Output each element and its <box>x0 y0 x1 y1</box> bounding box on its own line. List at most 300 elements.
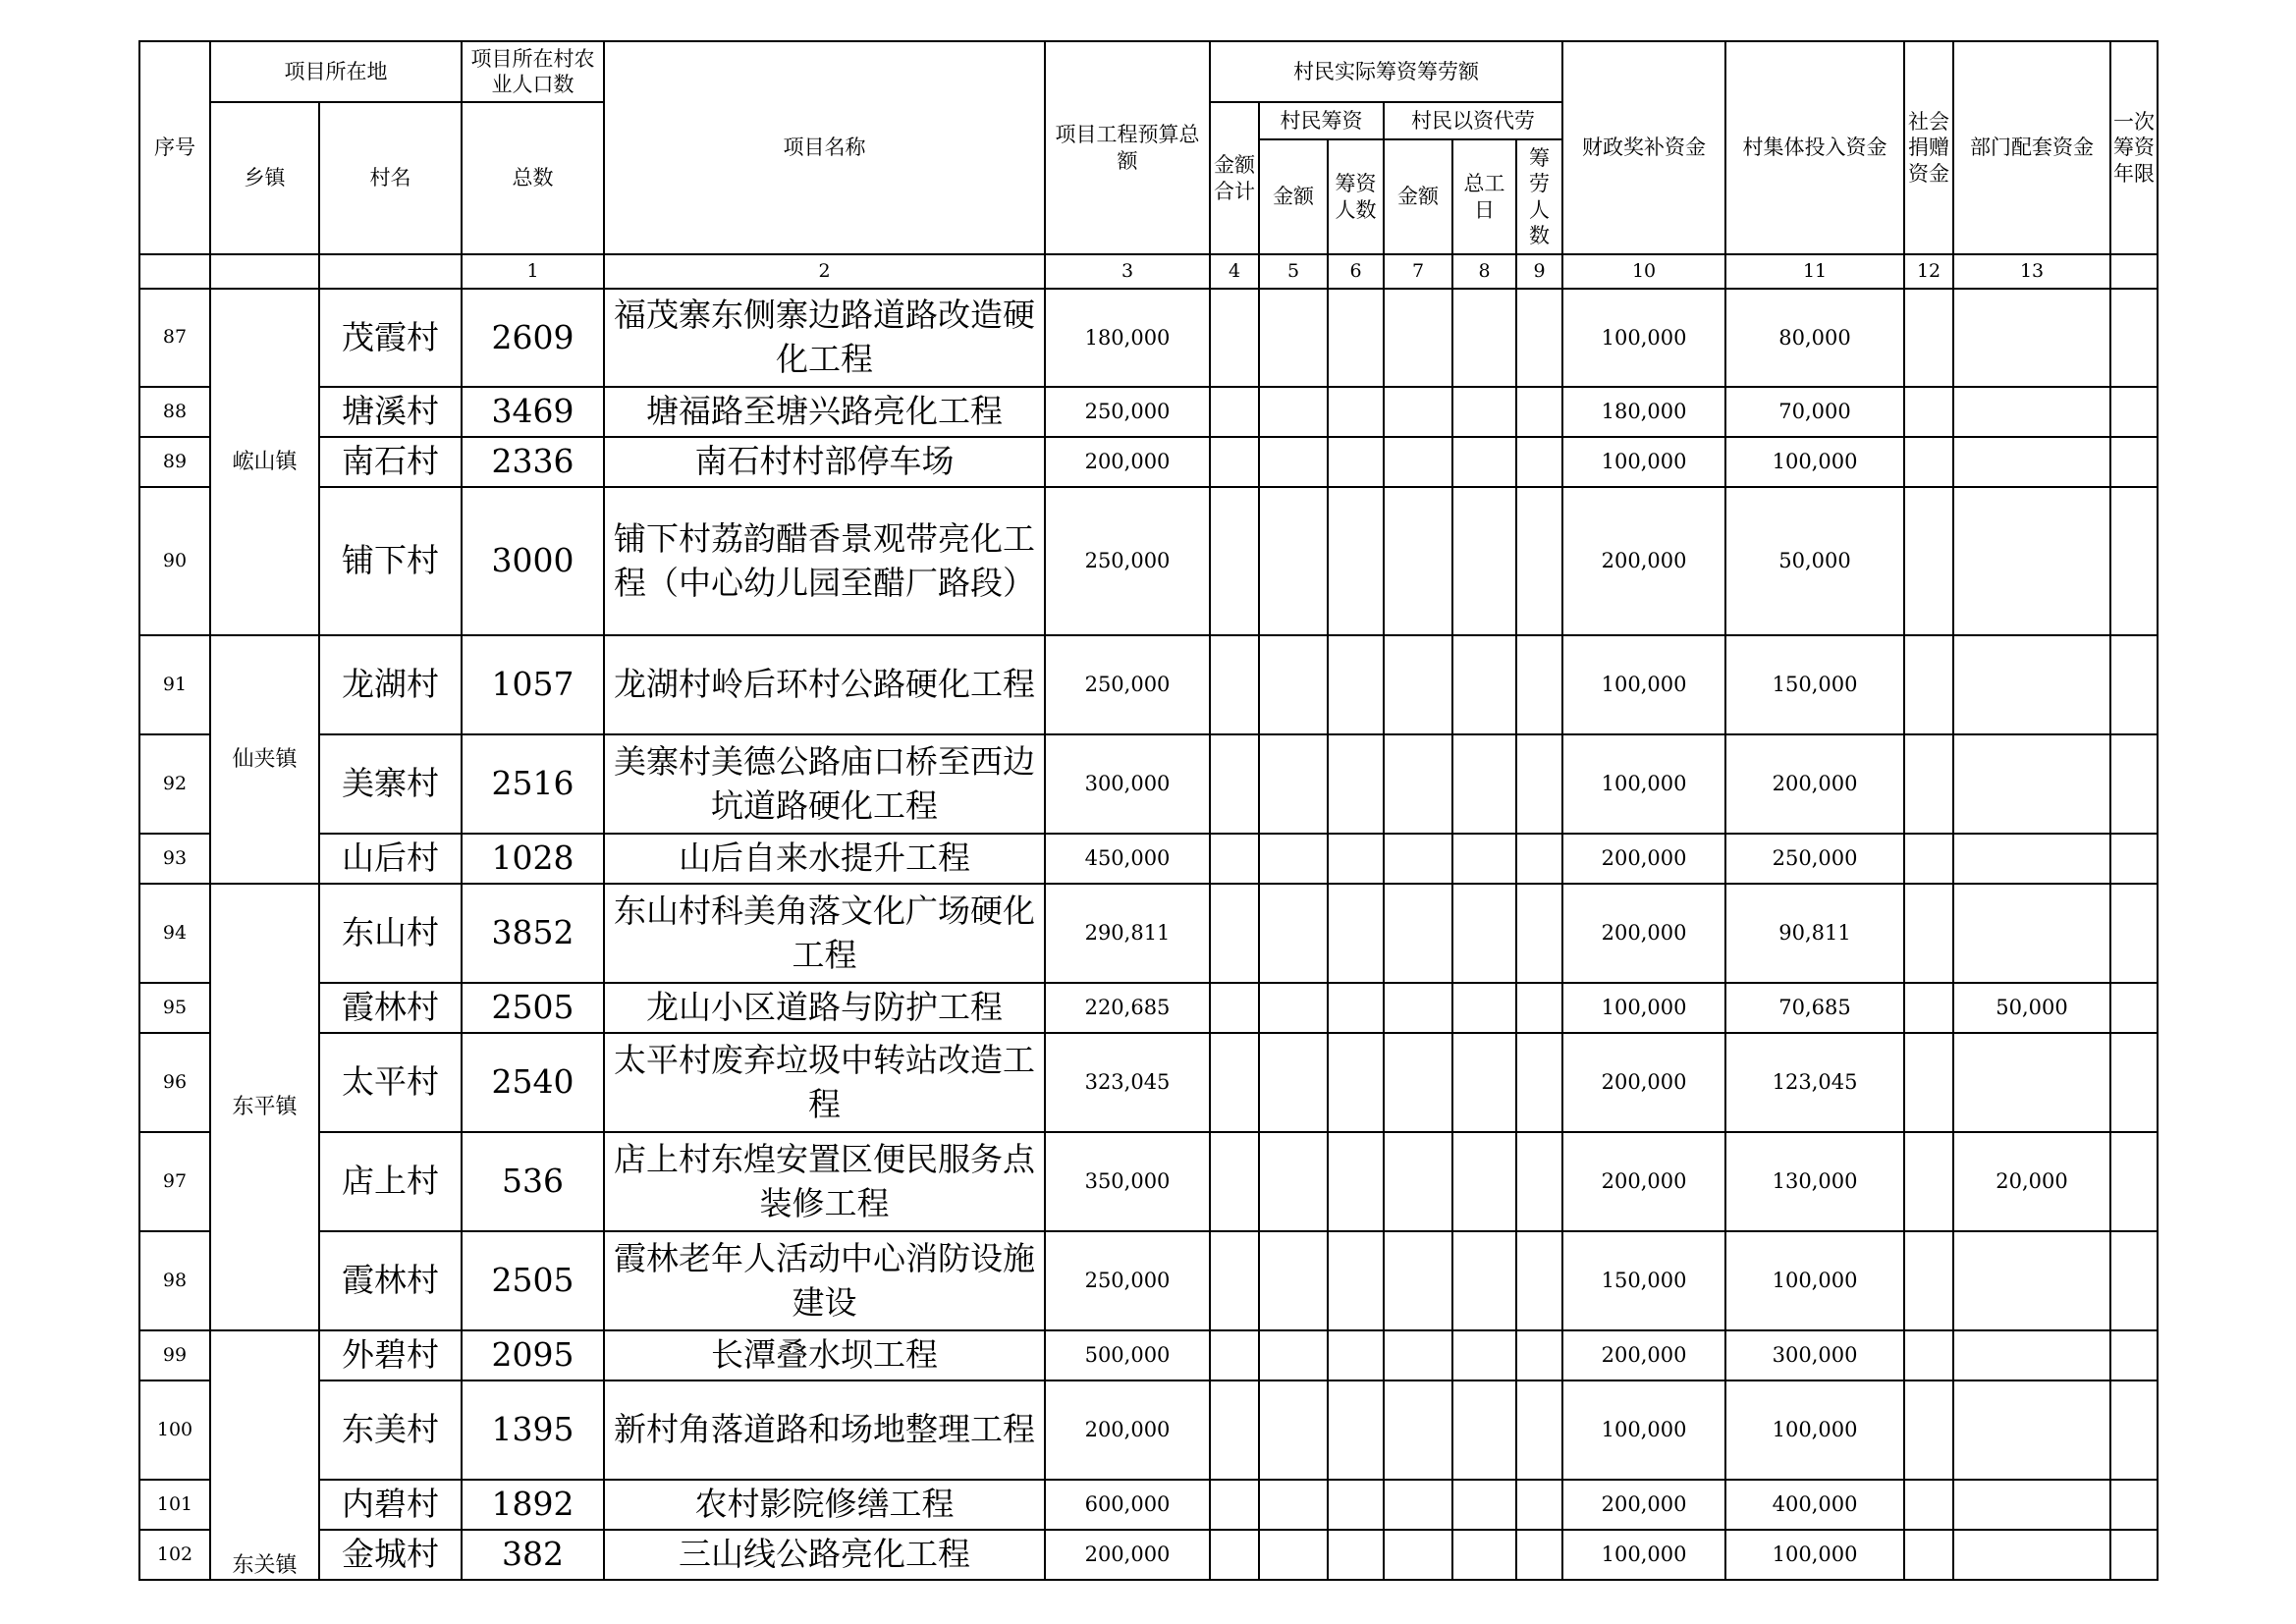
donation-cell <box>1904 983 1953 1033</box>
population-cell: 2505 <box>462 983 604 1033</box>
empty-cell <box>1452 1231 1516 1330</box>
row-seq: 87 <box>139 289 210 387</box>
population-cell: 2505 <box>462 1231 604 1330</box>
empty-cell <box>1516 635 1562 734</box>
empty-cell <box>1452 1530 1516 1580</box>
empty-cell <box>1210 289 1259 387</box>
header-funds-amount: 金额 <box>1259 139 1328 254</box>
population-cell: 2609 <box>462 289 604 387</box>
budget-cell: 250,000 <box>1045 387 1210 437</box>
empty-cell <box>1516 1033 1562 1132</box>
years-cell <box>2110 1480 2158 1530</box>
empty-cell <box>1384 1231 1452 1330</box>
population-cell: 3000 <box>462 487 604 635</box>
col-number: 3 <box>1045 254 1210 289</box>
table-row <box>139 1530 2158 1580</box>
empty-cell <box>1384 387 1452 437</box>
empty-cell <box>1384 1530 1452 1580</box>
header-township: 乡镇 <box>210 102 319 254</box>
dept-cell <box>1953 387 2110 437</box>
col-number: 8 <box>1452 254 1516 289</box>
header-population: 项目所在村农业人口数 <box>462 41 604 102</box>
donation-cell <box>1904 1231 1953 1330</box>
empty-cell <box>1384 1132 1452 1231</box>
collective-cell: 200,000 <box>1725 734 1904 834</box>
empty-cell <box>1259 1480 1328 1530</box>
header-location: 项目所在地 <box>210 41 462 102</box>
population-cell: 1057 <box>462 635 604 734</box>
empty-cell <box>1210 1330 1259 1380</box>
empty-cell <box>1259 487 1328 635</box>
col-number: 4 <box>1210 254 1259 289</box>
project-name-cell: 长潭叠水坝工程 <box>604 1330 1045 1380</box>
empty-cell <box>1452 387 1516 437</box>
empty-cell <box>1259 983 1328 1033</box>
header-project-name: 项目名称 <box>604 41 1045 254</box>
empty-cell <box>1259 1380 1328 1480</box>
village-cell: 茂霞村 <box>319 289 462 387</box>
fiscal-cell: 200,000 <box>1562 1132 1725 1231</box>
table-row <box>139 1033 2158 1132</box>
population-cell: 536 <box>462 1132 604 1231</box>
table-row <box>139 834 2158 884</box>
empty-cell <box>1259 1330 1328 1380</box>
fiscal-cell: 100,000 <box>1562 1380 1725 1480</box>
col-number: 5 <box>1259 254 1328 289</box>
budget-cell: 180,000 <box>1045 289 1210 387</box>
dept-cell <box>1953 734 2110 834</box>
empty-cell <box>1384 1480 1452 1530</box>
project-name-cell: 霞林老年人活动中心消防设施建设 <box>604 1231 1045 1330</box>
collective-cell: 50,000 <box>1725 487 1904 635</box>
donation-cell <box>1904 1480 1953 1530</box>
empty-cell <box>1516 1530 1562 1580</box>
collective-cell: 90,811 <box>1725 884 1904 983</box>
empty-cell <box>1328 1530 1384 1580</box>
row-seq: 100 <box>139 1380 210 1480</box>
dept-cell <box>1953 289 2110 387</box>
years-cell <box>2110 983 2158 1033</box>
col-number: 7 <box>1384 254 1452 289</box>
project-name-cell: 店上村东煌安置区便民服务点装修工程 <box>604 1132 1045 1231</box>
col-number: 12 <box>1904 254 1953 289</box>
donation-cell <box>1904 1530 1953 1580</box>
project-name-cell: 美寨村美德公路庙口桥至西边坑道路硬化工程 <box>604 734 1045 834</box>
donation-cell <box>1904 734 1953 834</box>
collective-cell: 400,000 <box>1725 1480 1904 1530</box>
header-donation: 社会捐赠资金 <box>1904 41 1953 254</box>
village-cell: 美寨村 <box>319 734 462 834</box>
row-seq: 96 <box>139 1033 210 1132</box>
collective-cell: 250,000 <box>1725 834 1904 884</box>
fiscal-cell: 150,000 <box>1562 1231 1725 1330</box>
col-number: 9 <box>1516 254 1562 289</box>
row-seq: 93 <box>139 834 210 884</box>
funding-table <box>138 40 2159 1581</box>
table-row <box>139 1330 2158 1380</box>
row-seq: 101 <box>139 1480 210 1530</box>
village-cell: 霞林村 <box>319 1231 462 1330</box>
empty-cell <box>1328 834 1384 884</box>
township-cell: 峵山镇 <box>210 289 319 635</box>
collective-cell: 100,000 <box>1725 437 1904 487</box>
table-row <box>139 387 2158 437</box>
years-cell <box>2110 437 2158 487</box>
empty-cell <box>1516 1330 1562 1380</box>
empty-cell <box>1259 1132 1328 1231</box>
empty-cell <box>1452 983 1516 1033</box>
empty-cell <box>1210 834 1259 884</box>
project-name-cell: 龙山小区道路与防护工程 <box>604 983 1045 1033</box>
fiscal-cell: 200,000 <box>1562 487 1725 635</box>
empty-cell <box>1384 1033 1452 1132</box>
empty-cell <box>1210 1480 1259 1530</box>
years-cell <box>2110 1530 2158 1580</box>
header-labor-amount: 金额 <box>1384 139 1452 254</box>
donation-cell <box>1904 1033 1953 1132</box>
dept-cell: 50,000 <box>1953 983 2110 1033</box>
dept-cell <box>1953 487 2110 635</box>
empty-cell <box>1210 1132 1259 1231</box>
donation-cell <box>1904 1380 1953 1480</box>
empty-cell <box>1452 734 1516 834</box>
population-cell: 3852 <box>462 884 604 983</box>
empty-cell <box>1452 487 1516 635</box>
header-funds-people: 筹资人数 <box>1328 139 1384 254</box>
header-villager-funds: 村民筹资 <box>1259 102 1384 139</box>
collective-cell: 100,000 <box>1725 1231 1904 1330</box>
empty-cell <box>1210 983 1259 1033</box>
empty-cell <box>1328 289 1384 387</box>
empty-cell <box>1210 734 1259 834</box>
empty-cell <box>1384 734 1452 834</box>
empty-cell <box>1210 1231 1259 1330</box>
header-labor-for-funds: 村民以资代劳 <box>1384 102 1562 139</box>
empty-cell <box>1384 437 1452 487</box>
fiscal-cell: 100,000 <box>1562 289 1725 387</box>
header-fiscal: 财政奖补资金 <box>1562 41 1725 254</box>
village-cell: 东美村 <box>319 1380 462 1480</box>
project-name-cell: 龙湖村岭后环村公路硬化工程 <box>604 635 1045 734</box>
empty-cell <box>1328 635 1384 734</box>
population-cell: 382 <box>462 1530 604 1580</box>
village-cell: 塘溪村 <box>319 387 462 437</box>
empty-cell <box>1259 1231 1328 1330</box>
empty-cell <box>1452 289 1516 387</box>
years-cell <box>2110 834 2158 884</box>
budget-cell: 600,000 <box>1045 1480 1210 1530</box>
project-name-cell: 塘福路至塘兴路亮化工程 <box>604 387 1045 437</box>
empty-cell <box>1259 1530 1328 1580</box>
collective-cell: 130,000 <box>1725 1132 1904 1231</box>
table-row <box>139 734 2158 834</box>
dept-cell <box>1953 1480 2110 1530</box>
empty-cell <box>1452 1330 1516 1380</box>
dept-cell <box>1953 884 2110 983</box>
village-cell: 龙湖村 <box>319 635 462 734</box>
table-row <box>139 1132 2158 1231</box>
project-name-cell: 东山村科美角落文化广场硬化工程 <box>604 884 1045 983</box>
empty-cell <box>1259 1033 1328 1132</box>
village-cell: 店上村 <box>319 1132 462 1231</box>
empty-cell <box>1516 1480 1562 1530</box>
empty-cell <box>1210 1380 1259 1480</box>
donation-cell <box>1904 1132 1953 1231</box>
collective-cell: 150,000 <box>1725 635 1904 734</box>
empty-cell <box>1516 834 1562 884</box>
empty-cell <box>1259 387 1328 437</box>
village-cell: 东山村 <box>319 884 462 983</box>
fiscal-cell: 200,000 <box>1562 1480 1725 1530</box>
empty-cell <box>1384 1380 1452 1480</box>
fiscal-cell: 100,000 <box>1562 635 1725 734</box>
empty-cell <box>1328 1033 1384 1132</box>
project-name-cell: 新村角落道路和场地整理工程 <box>604 1380 1045 1480</box>
empty-cell <box>1452 1132 1516 1231</box>
empty-cell <box>1384 884 1452 983</box>
project-name-cell: 南石村村部停车场 <box>604 437 1045 487</box>
empty-cell <box>1210 487 1259 635</box>
row-seq: 89 <box>139 437 210 487</box>
header-amount-total: 金额合计 <box>1210 102 1259 254</box>
empty-cell <box>1516 1231 1562 1330</box>
header-budget: 项目工程预算总额 <box>1045 41 1210 254</box>
dept-cell <box>1953 1231 2110 1330</box>
years-cell <box>2110 884 2158 983</box>
empty-cell <box>1516 884 1562 983</box>
empty-cell <box>1210 635 1259 734</box>
fiscal-cell: 100,000 <box>1562 1530 1725 1580</box>
years-cell <box>2110 289 2158 387</box>
empty-cell <box>1259 884 1328 983</box>
years-cell <box>2110 1330 2158 1380</box>
empty-cell <box>1328 387 1384 437</box>
empty-cell <box>1210 387 1259 437</box>
row-seq: 91 <box>139 635 210 734</box>
project-name-cell: 太平村废弃垃圾中转站改造工程 <box>604 1033 1045 1132</box>
empty-cell <box>1259 635 1328 734</box>
budget-cell: 250,000 <box>1045 1231 1210 1330</box>
empty-cell <box>1259 437 1328 487</box>
table-row <box>139 884 2158 983</box>
years-cell <box>2110 387 2158 437</box>
budget-cell: 200,000 <box>1045 437 1210 487</box>
empty-cell <box>1328 437 1384 487</box>
header-raised: 村民实际筹资筹劳额 <box>1210 41 1562 102</box>
empty-cell <box>1384 487 1452 635</box>
empty-cell <box>1452 1033 1516 1132</box>
village-cell: 内碧村 <box>319 1480 462 1530</box>
empty-cell <box>1328 487 1384 635</box>
empty-cell <box>1328 983 1384 1033</box>
years-cell <box>2110 1231 2158 1330</box>
empty-cell <box>1210 1033 1259 1132</box>
budget-cell: 450,000 <box>1045 834 1210 884</box>
village-cell: 金城村 <box>319 1530 462 1580</box>
empty-cell <box>1384 834 1452 884</box>
header-seq: 序号 <box>139 41 210 254</box>
donation-cell <box>1904 437 1953 487</box>
donation-cell <box>1904 487 1953 635</box>
table-row <box>139 1231 2158 1330</box>
budget-cell: 200,000 <box>1045 1530 1210 1580</box>
empty-cell <box>1384 289 1452 387</box>
collective-cell: 70,000 <box>1725 387 1904 437</box>
collective-cell: 300,000 <box>1725 1330 1904 1380</box>
table-row <box>139 635 2158 734</box>
row-seq: 95 <box>139 983 210 1033</box>
fiscal-cell: 100,000 <box>1562 983 1725 1033</box>
collective-cell: 70,685 <box>1725 983 1904 1033</box>
row-seq: 99 <box>139 1330 210 1380</box>
donation-cell <box>1904 635 1953 734</box>
header-dept: 部门配套资金 <box>1953 41 2110 254</box>
village-cell: 南石村 <box>319 437 462 487</box>
fiscal-cell: 200,000 <box>1562 1033 1725 1132</box>
population-cell: 2336 <box>462 437 604 487</box>
table-row <box>139 437 2158 487</box>
col-number: 13 <box>1953 254 2110 289</box>
header-pop-total: 总数 <box>462 102 604 254</box>
township-cell: 仙夹镇 <box>210 635 319 884</box>
collective-cell: 123,045 <box>1725 1033 1904 1132</box>
empty-cell <box>1516 983 1562 1033</box>
table-row <box>139 487 2158 635</box>
project-name-cell: 农村影院修缮工程 <box>604 1480 1045 1530</box>
dept-cell <box>1953 1380 2110 1480</box>
row-seq: 88 <box>139 387 210 437</box>
table-row <box>139 1480 2158 1530</box>
donation-cell <box>1904 387 1953 437</box>
fiscal-cell: 200,000 <box>1562 1330 1725 1380</box>
village-cell: 太平村 <box>319 1033 462 1132</box>
header-village: 村名 <box>319 102 462 254</box>
project-name-cell: 福茂寨东侧寨边路道路改造硬化工程 <box>604 289 1045 387</box>
township-cell: 东平镇 <box>210 884 319 1330</box>
col-number: 2 <box>604 254 1045 289</box>
fiscal-cell: 200,000 <box>1562 884 1725 983</box>
empty-cell <box>1452 635 1516 734</box>
empty-cell <box>1259 289 1328 387</box>
empty-cell <box>1328 884 1384 983</box>
header-collective: 村集体投入资金 <box>1725 41 1904 254</box>
empty-cell <box>1452 437 1516 487</box>
budget-cell: 290,811 <box>1045 884 1210 983</box>
col-number: 1 <box>462 254 604 289</box>
table-row <box>139 983 2158 1033</box>
empty-cell <box>1516 734 1562 834</box>
fiscal-cell: 180,000 <box>1562 387 1725 437</box>
empty-cell <box>1516 437 1562 487</box>
population-cell: 2516 <box>462 734 604 834</box>
empty-cell <box>1328 734 1384 834</box>
empty-cell <box>1328 1132 1384 1231</box>
header-years: 一次筹资年限 <box>2110 41 2158 254</box>
budget-cell: 350,000 <box>1045 1132 1210 1231</box>
col-number: 10 <box>1562 254 1725 289</box>
empty-cell <box>1452 1480 1516 1530</box>
project-name-cell: 山后自来水提升工程 <box>604 834 1045 884</box>
row-seq: 92 <box>139 734 210 834</box>
empty-cell <box>1452 884 1516 983</box>
row-seq: 97 <box>139 1132 210 1231</box>
empty-cell <box>1210 437 1259 487</box>
dept-cell <box>1953 635 2110 734</box>
population-cell: 2095 <box>462 1330 604 1380</box>
dept-cell <box>1953 1033 2110 1132</box>
row-seq: 102 <box>139 1530 210 1580</box>
budget-cell: 250,000 <box>1045 635 1210 734</box>
budget-cell: 323,045 <box>1045 1033 1210 1132</box>
table-header <box>139 41 2158 289</box>
village-cell: 外碧村 <box>319 1330 462 1380</box>
empty-cell <box>1516 1132 1562 1231</box>
table-row <box>139 289 2158 387</box>
donation-cell <box>1904 884 1953 983</box>
budget-cell: 300,000 <box>1045 734 1210 834</box>
empty-cell <box>1516 1380 1562 1480</box>
empty-cell <box>1328 1380 1384 1480</box>
population-cell: 1028 <box>462 834 604 884</box>
row-seq: 90 <box>139 487 210 635</box>
dept-cell <box>1953 437 2110 487</box>
header-labor-days: 总工日 <box>1452 139 1516 254</box>
village-cell: 霞林村 <box>319 983 462 1033</box>
empty-cell <box>1384 635 1452 734</box>
years-cell <box>2110 1132 2158 1231</box>
donation-cell <box>1904 289 1953 387</box>
table-row <box>139 1380 2158 1480</box>
empty-cell <box>1259 834 1328 884</box>
header-labor-people: 筹劳人数 <box>1516 139 1562 254</box>
row-seq: 98 <box>139 1231 210 1330</box>
years-cell <box>2110 487 2158 635</box>
population-cell: 3469 <box>462 387 604 437</box>
empty-cell <box>1516 289 1562 387</box>
empty-cell <box>1384 1330 1452 1380</box>
fiscal-cell: 100,000 <box>1562 734 1725 834</box>
empty-cell <box>1516 387 1562 437</box>
township-cell: 东关镇 <box>210 1330 319 1580</box>
project-name-cell: 三山线公路亮化工程 <box>604 1530 1045 1580</box>
empty-cell <box>1328 1330 1384 1380</box>
collective-cell: 80,000 <box>1725 289 1904 387</box>
empty-cell <box>1210 1530 1259 1580</box>
population-cell: 2540 <box>462 1033 604 1132</box>
years-cell <box>2110 1033 2158 1132</box>
population-cell: 1395 <box>462 1380 604 1480</box>
empty-cell <box>1210 884 1259 983</box>
collective-cell: 100,000 <box>1725 1380 1904 1480</box>
village-cell: 山后村 <box>319 834 462 884</box>
dept-cell <box>1953 834 2110 884</box>
budget-cell: 200,000 <box>1045 1380 1210 1480</box>
years-cell <box>2110 1380 2158 1480</box>
column-number-row <box>139 254 2158 289</box>
col-number: 11 <box>1725 254 1904 289</box>
budget-cell: 220,685 <box>1045 983 1210 1033</box>
budget-cell: 500,000 <box>1045 1330 1210 1380</box>
empty-cell <box>1452 1380 1516 1480</box>
row-seq: 94 <box>139 884 210 983</box>
empty-cell <box>1259 734 1328 834</box>
table-body <box>139 289 2158 1580</box>
empty-cell <box>1516 487 1562 635</box>
dept-cell <box>1953 1330 2110 1380</box>
dept-cell <box>1953 1530 2110 1580</box>
empty-cell <box>1328 1480 1384 1530</box>
dept-cell: 20,000 <box>1953 1132 2110 1231</box>
